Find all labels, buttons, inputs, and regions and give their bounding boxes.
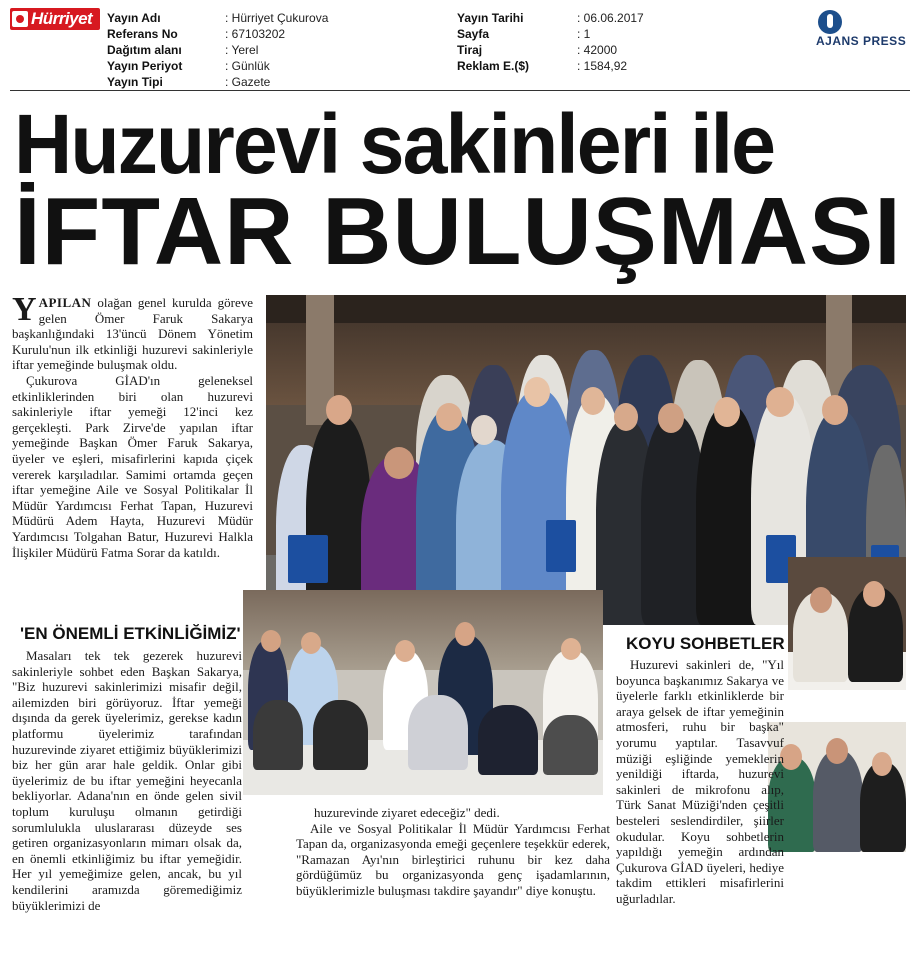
three-people-photo [768,722,906,852]
paragraph: Aile ve Sosyal Politikalar İl Müdür Yardımcısı Ferhat Tapan da, organizasyonda emeği geçenlere teşekkür ederek, "Ramazan Ayı'nın birleştirici ruhunu bir kez daha gördüğümüz bu organizasyonda genç işadamlarının, büyüklerimizle buluşması takdire şayandır" diye konuştu. [296,820,610,898]
drop-cap: Y [12,291,37,328]
meta-label: Yayın Adı [107,11,161,25]
article-column-3 [296,805,610,899]
meta-label: Dağıtım alanı [107,43,182,57]
meta-row [107,42,328,58]
meta-value: : Yerel [225,43,259,57]
meta-row [107,58,328,74]
clipping-header [0,0,920,92]
meta-label: Referans No [107,27,178,41]
logo-text: Hürriyet [31,9,93,28]
flag-icon [12,11,28,27]
meta-row [457,58,644,74]
header-divider [10,90,910,91]
headline-line-1: Huzurevi sakinleri ile [14,97,775,191]
meta-label: Reklam E.($) [457,59,530,73]
meta-label: Tiraj [457,43,483,57]
article-column-1 [12,291,253,560]
meta-label: Yayın Tarihi [457,11,524,25]
ajans-press-logo [812,10,912,50]
elderly-guests-photo [788,557,906,690]
agency-name: AJANS PRESS [816,34,907,48]
meta-row [107,74,328,90]
banquet-table-photo [243,590,603,795]
subhead-koyu-sohbetler: KOYU SOHBETLER [626,634,785,653]
article-column-2 [12,648,242,913]
subhead-en-onemli: 'EN ÖNEMLİ ETKİNLİĞİMİZ' [20,624,241,643]
meta-value: : 67103202 [225,27,286,41]
meta-row [457,42,644,58]
meta-value: : Hürriyet Çukurova [225,11,329,25]
paragraph: huzurevinde ziyaret edeceğiz" dedi. [314,805,500,820]
lead-word: APILAN [38,295,92,310]
meta-value: : Günlük [225,59,270,73]
headline-line-2: İFTAR BULUŞMASI [14,178,902,285]
meta-row [457,10,644,26]
meta-label: Sayfa [457,27,490,41]
globe-icon [818,10,842,34]
paragraph: Huzurevi sakinleri de, "Yıl boyunca başkanımız Sakarya ve üyelerle farklı etkinliklerde bir araya gelsek de iftar yemeğinin atmosferi, ruhu bir başka" yorumu yaptılar. Tasavvuf müziği eşliğinde yemeklerin yenildiği iftarda, huzurevi sakinleri de mikrofonu alıp, Türk Sanat Müziği'nden çeşitli besteleri seslendirdiler, şiirler okudular. Koyu sohbetlerin yapıldığı yemeğin ardından Çukurova GİAD üyeleri, hediye takdim ettikleri misafirlerini uğurladılar. [616,657,784,906]
meta-value: : 42000 [577,43,618,57]
meta-value: : 1 [577,27,591,41]
meta-row [107,10,328,26]
meta-row [457,26,644,42]
paragraph: Çukurova GİAD'ın geleneksel etkinliklerinden biri olan huzurevi sakinleriyle iftar yemeği 12'inci kez gerçekleşti. Park Zirve'de yapılan iftar yemeğinde Başkan Ömer Faruk Sakarya, üyeler ve eşleri, misafirlerini kapıda çiçek vererek karşıladılar. Samimi ortamda geçen iftar yemeğine Aile ve Sosyal Politikalar İl Müdür Yardımcısı Ferhat Tapan, Huzurevi Müdürü Adem Hayta, Huzurevi Müdür Yardımcısı Tolgahan Batur, Huzurevi Halkla İlişkiler Müdürü Fatma Sorar da katıldı. [12,372,253,560]
meta-value: : 06.06.2017 [577,11,644,25]
meta-value: : Gazete [225,75,271,89]
article-column-4 [616,657,784,907]
meta-value: : 1584,92 [577,59,628,73]
meta-label: Yayın Periyot [107,59,183,73]
meta-right [457,10,644,74]
hurriyet-logo [10,8,100,30]
paragraph [12,291,253,373]
paragraph: Masaları tek tek gezerek huzurevi sakinleriyle sohbet eden Başkan Sakarya, "Biz huzurevi sakinlerimizi misafir değil, ailemizden biri görüyoruz. İftar yemeği dışında da gerek üyelerimiz, gerekse kadın platformu üyelerimiz tarafından huzurevinde ziyaret ettiğimiz büyüklerimizi biz her gün arar hale geldik. Onlar gibi üyelerimiz de bu iftar yemeğini heyecanla bekliyorlar. Adana'nın en önde gelen sivil toplum kuruluşu olmanın getirdiği sorumlulukla uluslararası düzeyde ses getiren organizasyonların mimarı olsak da, en önemli etkinliğimiz bu iftar yemeğidir. Her yıl yemeğimize gelen, ancak, bu yıl kendilerini aramızda göremediğimiz büyüklerimizi de [12,648,242,913]
meta-label: Yayın Tipi [107,75,163,89]
meta-left [107,10,328,90]
meta-row [107,26,328,42]
paragraph-text: olağan genel kurulda göreve gelen Ömer Faruk Sakarya başkanlığındaki 13'üncü Dönem Yönetim Kurulu'nun ilk etkinliği huzurevi sakinleriyle iftar yemeğinde buluşmak oldu. [12,295,253,373]
